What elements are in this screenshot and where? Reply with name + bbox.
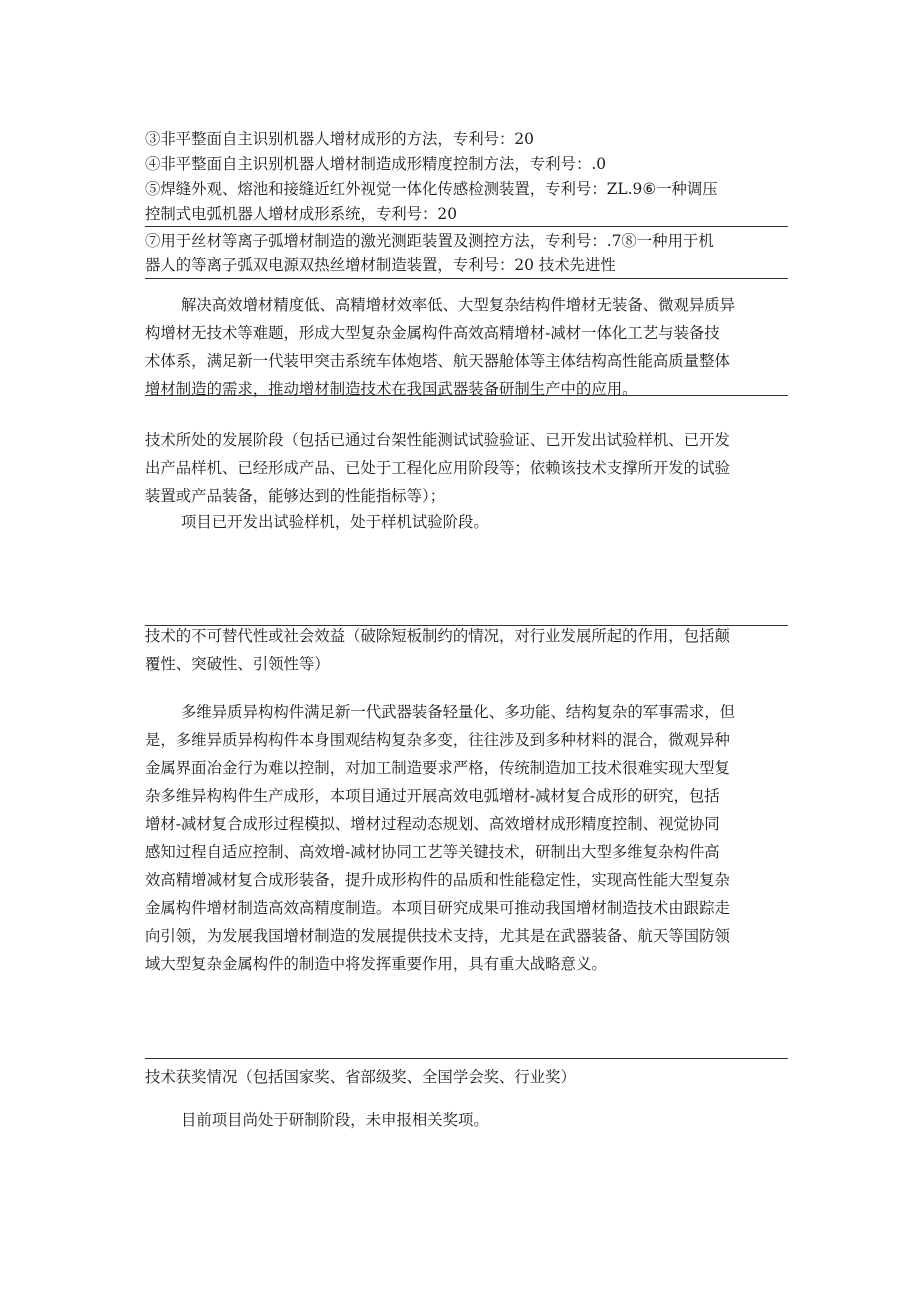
irreplaceability-line: 是，多维异质异构构件本身围观结构复杂多变，往往涉及到多种材料的混合，微观异种: [145, 731, 730, 749]
irreplaceability-heading: [145, 622, 785, 678]
irreplaceability-line: 金属界面冶金行为难以控制，对加工制造要求严格，传统制造加工技术很难实现大型复: [145, 759, 730, 777]
awards-body-line: 目前项目尚处于研制阶段，未申报相关奖项。: [181, 1111, 489, 1129]
divider: [145, 395, 788, 396]
patent-line-3: ③非平整面自主识别机器人增材成形的方法，专利号：20: [145, 130, 534, 148]
advancement-paragraph: [145, 291, 785, 403]
awards-heading: [145, 1063, 785, 1091]
patent-line-4: ④非平整面自主识别机器人增材制造成形精度控制方法，专利号：.0: [145, 155, 607, 173]
irreplaceability-line: 向引领，为发展我国增材制造的发展提供技术支持，尤其是在武器装备、航天等国防领: [145, 927, 730, 945]
irreplaceability-line: 金属构件增材制造高效高精度制造。本项目研究成果可推动我国增材制造技术由跟踪走: [145, 899, 730, 917]
divider: [145, 278, 788, 279]
patent-line-6: 控制式电弧机器人增材成形系统，专利号：20: [145, 205, 458, 223]
irreplaceability-line: 增材-减材复合成形过程模拟、增材过程动态规划、高效增材成形精度控制、视觉协同: [145, 815, 720, 833]
irreplaceability-body: [145, 698, 785, 978]
stage-heading-line: 技术所处的发展阶段（包括已通过台架性能测试试验验证、已开发出试验样机、已开发: [145, 431, 730, 449]
patent-line-5: ⑤焊缝外观、熔池和接缝近红外视觉一体化传感检测装置，专利号：ZL.9⑥一种调压: [145, 180, 718, 198]
patent-line-7: ⑦用于丝材等离子弧增材制造的激光测距装置及测控方法，专利号：.7⑧一种用于机: [145, 232, 714, 250]
advancement-line: 构增材无技术等难题，形成大型复杂金属构件高效高精增材-减材一体化工艺与装备技: [145, 324, 720, 342]
advancement-line: 增材制造的需求，推动增材制造技术在我国武器装备研制生产中的应用。: [145, 380, 638, 398]
stage-body: [145, 508, 785, 536]
irreplaceability-line: 效高精增减材复合成形装备，提升成形构件的品质和性能稳定性，实现高性能大型复杂: [145, 871, 730, 889]
stage-heading: [145, 426, 785, 510]
awards-heading-line: 技术获奖情况（包括国家奖、省部级奖、全国学会奖、行业奖）: [145, 1068, 576, 1086]
divider: [145, 226, 788, 227]
stage-body-line: 项目已开发出试验样机，处于样机试验阶段。: [181, 513, 489, 531]
irreplaceability-heading-line: 技术的不可替代性或社会效益（破除短板制约的情况，对行业发展所起的作用，包括颠: [145, 627, 730, 645]
irreplaceability-line: 杂多维异构构件生产成形，本项目通过开展高效电弧增材-减材复合成形的研究，包括: [145, 787, 720, 805]
divider: [145, 1058, 788, 1059]
irreplaceability-heading-line: 覆性、突破性、引领性等）: [145, 655, 330, 673]
irreplaceability-line: 域大型复杂金属构件的制造中将发挥重要作用，具有重大战略意义。: [145, 955, 607, 973]
patent-line-8: 器人的等离子弧双电源双热丝增材制造装置，专利号：20 技术先进性: [145, 256, 616, 274]
irreplaceability-line: 感知过程自适应控制、高效增-减材协同工艺等关键技术，研制出大型多维复杂构件高: [145, 843, 720, 861]
advancement-line: 术体系，满足新一代装甲突击系统车体炮塔、航天器舱体等主体结构高性能高质量整体: [145, 352, 730, 370]
advancement-line: 解决高效增材精度低、高精增材效率低、大型复杂结构件增材无装备、微观异质异: [181, 296, 736, 314]
irreplaceability-line: 多维异质异构构件满足新一代武器装备轻量化、多功能、结构复杂的军事需求，但: [181, 703, 736, 721]
stage-heading-line: 出产品样机、已经形成产品、已处于工程化应用阶段等；依赖该技术支撑所开发的试验: [145, 459, 730, 477]
stage-heading-line: 装置或产品装备，能够达到的性能指标等）；: [145, 487, 446, 505]
awards-body: [145, 1106, 785, 1134]
